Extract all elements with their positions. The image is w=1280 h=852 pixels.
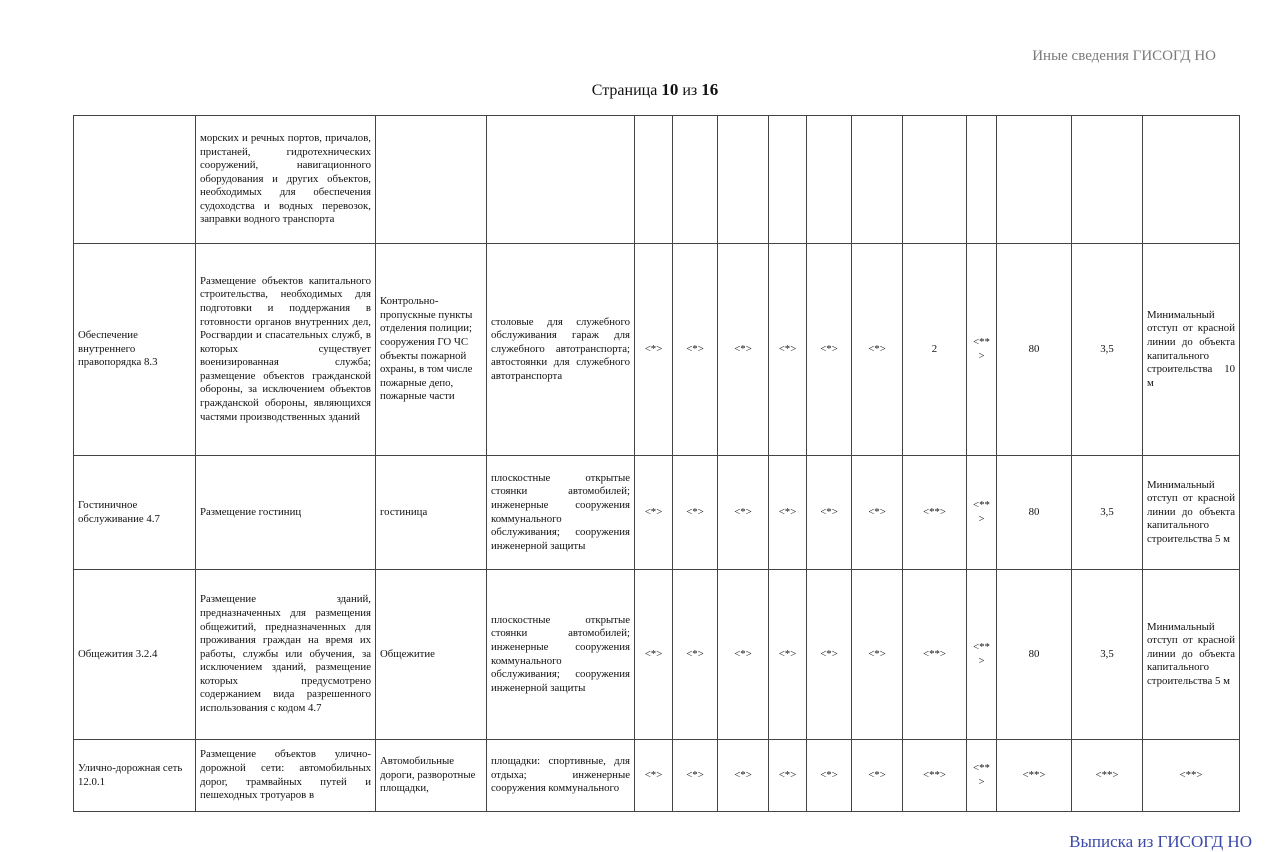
cell-param-4: <*> bbox=[769, 456, 807, 570]
cell-objects: Общежитие bbox=[376, 570, 487, 740]
cell-param-4: <*> bbox=[769, 244, 807, 456]
cell-param-7: <**> bbox=[903, 456, 967, 570]
cell-description: Размещение зданий, предназначенных для размещения общежитий, предназначенных для проживания граждан на время их работы, службы или обучения, за исключением зданий, размещение которых предусмотрено содержанием вида разрешенного использования с кодом 4.7 bbox=[196, 570, 376, 740]
cell-param-7: <**> bbox=[903, 570, 967, 740]
cell-param-3: <*> bbox=[718, 456, 769, 570]
cell-param-1: <*> bbox=[635, 244, 673, 456]
cell-description: Размещение гостиниц bbox=[196, 456, 376, 570]
cell-setback bbox=[1143, 116, 1240, 244]
cell-param-2: <*> bbox=[673, 570, 718, 740]
table-row bbox=[74, 740, 1240, 812]
cell-param-6: <*> bbox=[852, 740, 903, 812]
page-total: 16 bbox=[701, 80, 719, 99]
cell-param-7: 2 bbox=[903, 244, 967, 456]
cell-param bbox=[903, 116, 967, 244]
cell-name: Обеспечение внутреннего правопорядка 8.3 bbox=[74, 244, 196, 456]
cell-param-9: 80 bbox=[997, 570, 1072, 740]
page-word: Страница bbox=[591, 82, 658, 99]
table-row bbox=[74, 570, 1240, 740]
cell-name bbox=[74, 116, 196, 244]
footer-source-label: Выписка из ГИСОГД НО bbox=[1069, 832, 1252, 851]
cell-param bbox=[635, 116, 673, 244]
cell-param-6: <*> bbox=[852, 244, 903, 456]
cell-param-8: <** > bbox=[967, 740, 997, 812]
cell-param-3: <*> bbox=[718, 570, 769, 740]
cell-param-10: 3,5 bbox=[1072, 456, 1143, 570]
cell-param bbox=[1072, 116, 1143, 244]
cell-param-4: <*> bbox=[769, 740, 807, 812]
cell-name: Улично-дорожная сеть 12.0.1 bbox=[74, 740, 196, 812]
cell-param-7: <**> bbox=[903, 740, 967, 812]
cell-param bbox=[673, 116, 718, 244]
cell-description: Размещение объектов улично-дорожной сети: автомобильных дорог, трамвайных путей и пешеходных тротуаров в bbox=[196, 740, 376, 812]
cell-setback: Минимальный отступ от красной линии до объекта капитального строительства 5 м bbox=[1143, 570, 1240, 740]
cell-param-4: <*> bbox=[769, 570, 807, 740]
cell-param-3: <*> bbox=[718, 244, 769, 456]
land-use-regulations-table bbox=[73, 115, 1240, 812]
cell-param-6: <*> bbox=[852, 456, 903, 570]
cell-param bbox=[967, 116, 997, 244]
cell-param-6: <*> bbox=[852, 570, 903, 740]
cell-objects: Контрольно-пропускные пункты отделения полиции; сооружения ГО ЧС объекты пожарной охраны, в том числе пожарные депо, пожарные части bbox=[376, 244, 487, 456]
page-current: 10 bbox=[661, 80, 679, 99]
table-row bbox=[74, 244, 1240, 456]
cell-objects: гостиница bbox=[376, 456, 487, 570]
cell-name: Гостиничное обслуживание 4.7 bbox=[74, 456, 196, 570]
cell-param bbox=[718, 116, 769, 244]
cell-auxiliary: площадки: спортивные, для отдыха; инженерные сооружения коммунального bbox=[487, 740, 635, 812]
document-source-title: Иные сведения ГИСОГД НО bbox=[1032, 48, 1216, 64]
cell-setback: <**> bbox=[1143, 740, 1240, 812]
cell-setback: Минимальный отступ от красной линии до объекта капитального строительства 10 м bbox=[1143, 244, 1240, 456]
cell-param-9: <**> bbox=[997, 740, 1072, 812]
cell-auxiliary: плоскостные открытые стоянки автомобилей; инженерные сооружения коммунального обслуживания; сооружения инженерной защиты bbox=[487, 570, 635, 740]
page-of-word: из bbox=[682, 82, 698, 99]
cell-param-9: 80 bbox=[997, 244, 1072, 456]
cell-param-2: <*> bbox=[673, 244, 718, 456]
cell-param bbox=[852, 116, 903, 244]
cell-name: Общежития 3.2.4 bbox=[74, 570, 196, 740]
cell-setback: Минимальный отступ от красной линии до объекта капитального строительства 5 м bbox=[1143, 456, 1240, 570]
cell-param-10: 3,5 bbox=[1072, 244, 1143, 456]
cell-param-2: <*> bbox=[673, 456, 718, 570]
cell-objects: Автомобильные дороги, разворотные площадки, bbox=[376, 740, 487, 812]
cell-param-1: <*> bbox=[635, 740, 673, 812]
cell-description: Размещение объектов капитального строительства, необходимых для подготовки и поддержания в готовности органов внутренних дел, Росгвардии и спасательных служб, в которых существует военизированная служба; размещение объектов гражданской обороны, за исключением объектов гражданской обороны, являющихся частями производственных зданий bbox=[196, 244, 376, 456]
cell-param-10: 3,5 bbox=[1072, 570, 1143, 740]
cell-param-9: 80 bbox=[997, 456, 1072, 570]
cell-param-2: <*> bbox=[673, 740, 718, 812]
table-row bbox=[74, 456, 1240, 570]
cell-param bbox=[997, 116, 1072, 244]
cell-param-5: <*> bbox=[807, 740, 852, 812]
cell-param-8: <** > bbox=[967, 570, 997, 740]
cell-param-5: <*> bbox=[807, 570, 852, 740]
page-number bbox=[0, 80, 1280, 100]
cell-description: морских и речных портов, причалов, пристаней, гидротехнических сооружений, навигационного оборудования и других объектов, необходимых для обеспечения судоходства и водных перевозок, заправки водного транспорта bbox=[196, 116, 376, 244]
cell-auxiliary bbox=[487, 116, 635, 244]
cell-auxiliary: плоскостные открытые стоянки автомобилей; инженерные сооружения коммунального обслуживания; сооружения инженерной защиты bbox=[487, 456, 635, 570]
cell-param-8: <** > bbox=[967, 244, 997, 456]
cell-param-5: <*> bbox=[807, 456, 852, 570]
cell-param-3: <*> bbox=[718, 740, 769, 812]
cell-param-10: <**> bbox=[1072, 740, 1143, 812]
cell-param-1: <*> bbox=[635, 456, 673, 570]
cell-param-1: <*> bbox=[635, 570, 673, 740]
cell-param bbox=[769, 116, 807, 244]
cell-objects bbox=[376, 116, 487, 244]
cell-param bbox=[807, 116, 852, 244]
cell-param-8: <** > bbox=[967, 456, 997, 570]
cell-auxiliary: столовые для служебного обслуживания гараж для служебного автотранспорта; автостоянки для служебного автотранспорта bbox=[487, 244, 635, 456]
cell-param-5: <*> bbox=[807, 244, 852, 456]
table-row-continuation bbox=[74, 116, 1240, 244]
